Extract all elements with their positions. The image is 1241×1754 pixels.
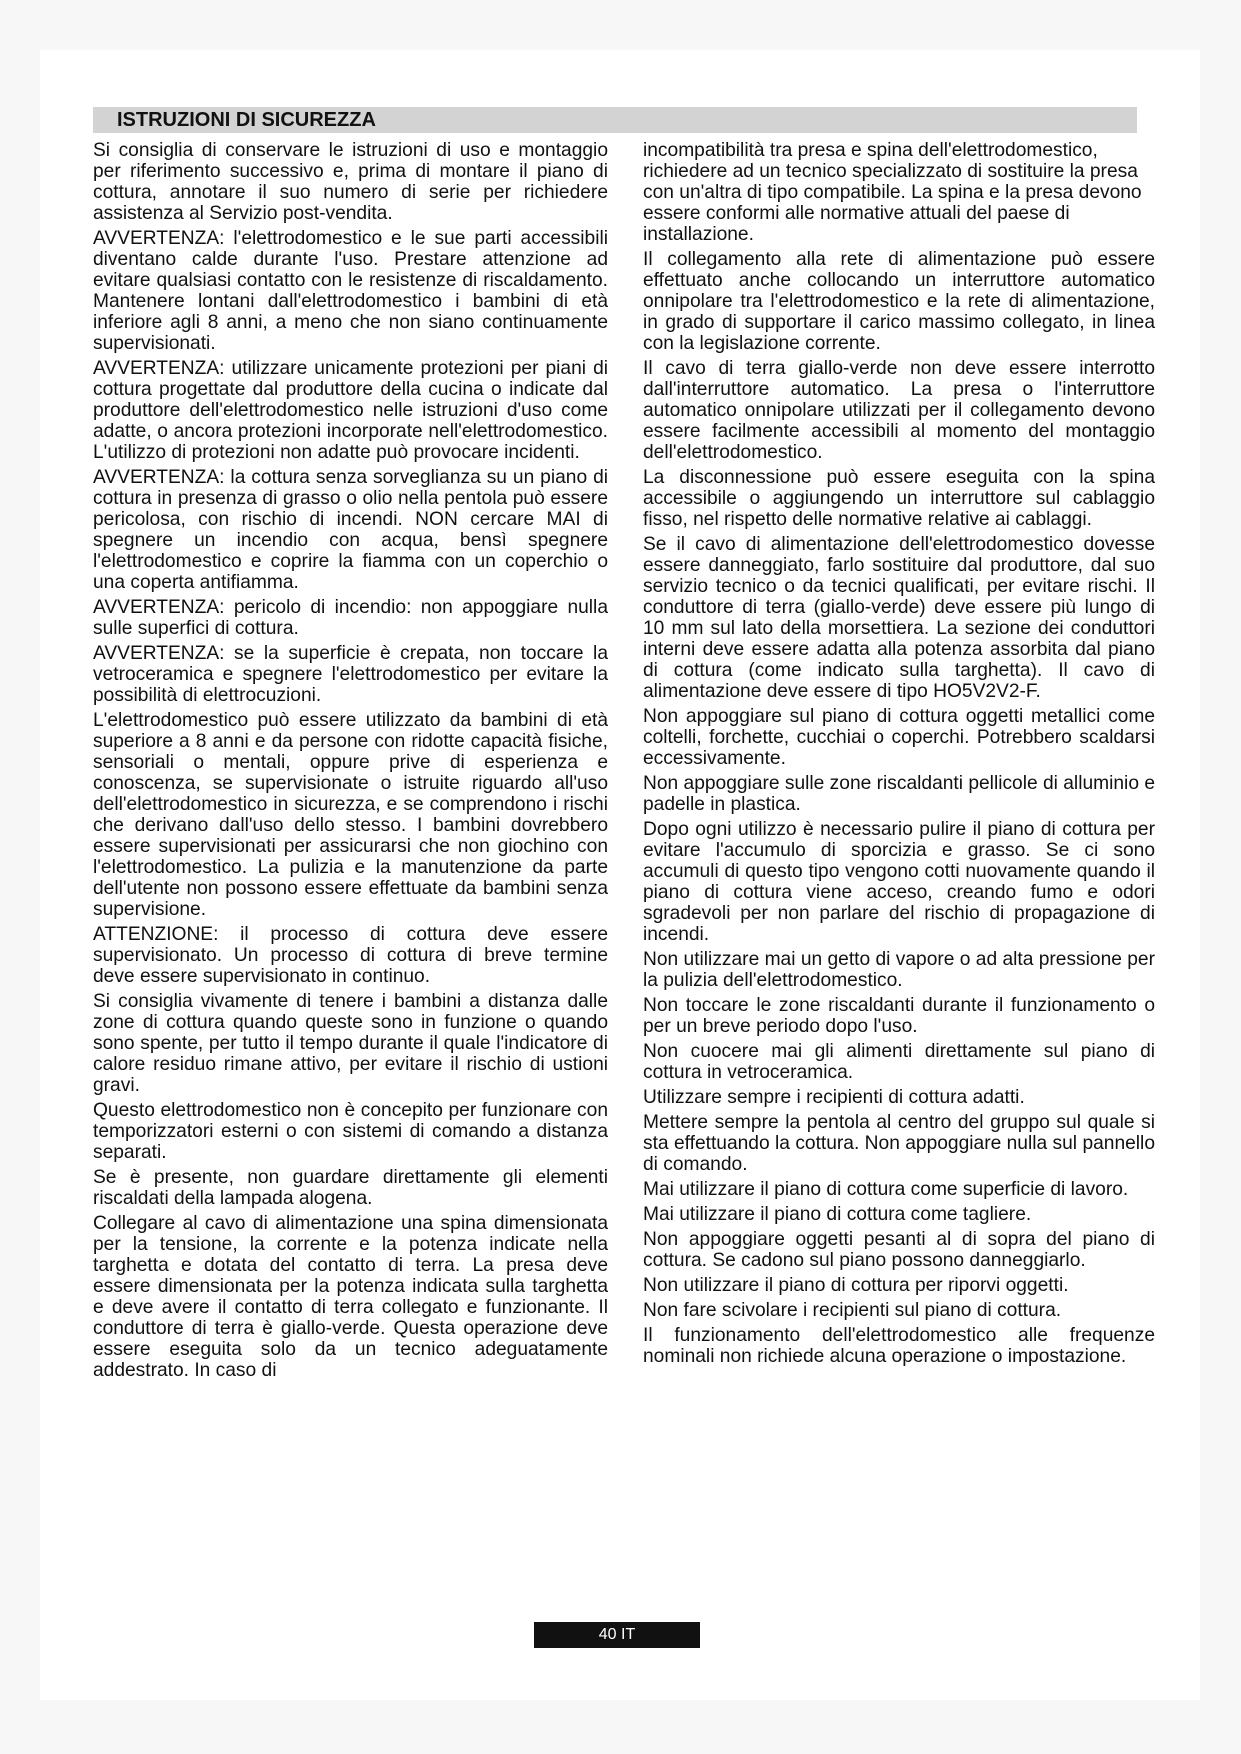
paragraph: incompatibilità tra presa e spina dell'elettrodomestico, richiedere ad un tecnico specializzato di sostituire la presa con un'altra di tipo compatibile. La spina e la presa devono essere conformi alle normative attuali del paese di installazione.	[643, 140, 1142, 245]
paragraph: Utilizzare sempre i recipienti di cottura adatti.	[643, 1087, 1025, 1108]
paragraph: ATTENZIONE: il processo di cottura deve essere supervisionato. Un processo di cottura di breve termine deve essere supervisionato in continuo.	[93, 924, 608, 987]
paragraph: Non appoggiare oggetti pesanti al di sopra del piano di cottura. Se cadono sul piano possono danneggiarlo.	[643, 1229, 1155, 1271]
paragraph: Si consiglia vivamente di tenere i bambini a distanza dalle zone di cottura quando queste sono in funzione o quando sono spente, per tutto il tempo durante il quale l'indicatore di calore residuo rimane attivo, per evitare il rischio di ustioni gravi.	[93, 991, 608, 1096]
page-number: 40 IT	[534, 1622, 700, 1648]
paragraph: Non cuocere mai gli alimenti direttamente sul piano di cottura in vetroceramica.	[643, 1041, 1155, 1083]
paragraph: Non utilizzare il piano di cottura per riporvi oggetti.	[643, 1275, 1069, 1296]
paragraph: Non appoggiare sul piano di cottura oggetti metallici come coltelli, forchette, cucchiai o coperchi. Potrebbero scaldarsi eccessivamente.	[643, 706, 1155, 769]
section-title: ISTRUZIONI DI SICUREZZA	[117, 109, 376, 131]
paragraph: Il cavo di terra giallo-verde non deve essere interrotto dall'interruttore automatico. La presa o l'interruttore automatico onnipolare utilizzati per il collegamento devono essere facilmente accessibili al momento del montaggio dell'elettrodomestico.	[643, 358, 1155, 463]
paragraph: Il funzionamento dell'elettrodomestico alle frequenze nominali non richiede alcuna operazione o impostazione.	[643, 1325, 1155, 1367]
paragraph: L'elettrodomestico può essere utilizzato da bambini di età superiore a 8 anni e da persone con ridotte capacità fisiche, sensoriali o mentali, oppure prive di esperienza e conoscenza, se supervisionate o istruite riguardo all'uso dell'elettrodomestico in sicurezza, e se comprendono i rischi che derivano dall'uso dello stesso. I bambini dovrebbero essere supervisionati per assicurarsi che non giochino con l'elettrodomestico. La pulizia e la manutenzione da parte dell'utente non possono essere effettuate da bambini senza supervisione.	[93, 710, 608, 920]
paragraph: AVVERTENZA: se la superficie è crepata, non toccare la vetroceramica e spegnere l'elettrodomestico per evitare la possibilità di elettrocuzioni.	[93, 643, 608, 706]
paragraph: Dopo ogni utilizzo è necessario pulire il piano di cottura per evitare l'accumulo di sporcizia e grasso. Se ci sono accumuli di questo tipo vengono cotti nuovamente quando il piano di cottura viene acceso, creando fumo e odori sgradevoli per non parlare del rischio di propagazione di incendi.	[643, 819, 1155, 945]
paragraph: Si consiglia di conservare le istruzioni di uso e montaggio per riferimento successivo e, prima di montare il piano di cottura, annotare il suo numero di serie per richiedere assistenza al Servizio post-vendita.	[93, 140, 608, 224]
paragraph: Il collegamento alla rete di alimentazione può essere effettuato anche collocando un interruttore automatico onnipolare tra l'elettrodomestico e la rete di alimentazione, in grado di supportare il carico massimo collegato, in linea con la legislazione corrente.	[643, 249, 1155, 354]
paragraph: Mai utilizzare il piano di cottura come superficie di lavoro.	[643, 1179, 1129, 1200]
right-column	[643, 140, 1155, 1371]
paragraph: AVVERTENZA: l'elettrodomestico e le sue parti accessibili diventano calde durante l'uso. Prestare attenzione ad evitare qualsiasi contatto con le resistenze di riscaldamento. Mantenere lontani dall'elettrodomestico i bambini di età inferiore agli 8 anni, a meno che non siano continuamente supervisionati.	[93, 228, 608, 354]
paragraph: AVVERTENZA: pericolo di incendio: non appoggiare nulla sulle superfici di cottura.	[93, 597, 608, 639]
paragraph: AVVERTENZA: la cottura senza sorveglianza su un piano di cottura in presenza di grasso o olio nella pentola può essere pericolosa, con rischio di incendi. NON cercare MAI di spegnere un incendio con acqua, bensì spegnere l'elettrodomestico e coprire la fiamma con un coperchio o una coperta antifiamma.	[93, 467, 608, 593]
paragraph: AVVERTENZA: utilizzare unicamente protezioni per piani di cottura progettate dal produttore della cucina o indicate dal produttore dell'elettrodomestico nelle istruzioni d'uso come adatte, o ancora protezioni incorporate nell'elettrodomestico. L'utilizzo di protezioni non adatte può provocare incidenti.	[93, 358, 608, 463]
paragraph: Se è presente, non guardare direttamente gli elementi riscaldati della lampada alogena.	[93, 1167, 608, 1209]
paragraph: Mettere sempre la pentola al centro del gruppo sul quale si sta effettuando la cottura. Non appoggiare nulla sul pannello di comando.	[643, 1112, 1155, 1175]
paragraph: La disconnessione può essere eseguita con la spina accessibile o aggiungendo un interruttore sul cablaggio fisso, nel rispetto delle normative relative ai cablaggi.	[643, 467, 1155, 530]
section-header-bar	[93, 107, 1137, 133]
paragraph: Non toccare le zone riscaldanti durante il funzionamento o per un breve periodo dopo l'uso.	[643, 995, 1155, 1037]
paragraph: Questo elettrodomestico non è concepito per funzionare con temporizzatori esterni o con sistemi di comando a distanza separati.	[93, 1100, 608, 1163]
paragraph: Mai utilizzare il piano di cottura come tagliere.	[643, 1204, 1032, 1225]
paragraph: Non utilizzare mai un getto di vapore o ad alta pressione per la pulizia dell'elettrodomestico.	[643, 949, 1155, 991]
paragraph: Collegare al cavo di alimentazione una spina dimensionata per la tensione, la corrente e la potenza indicate nella targhetta e dotata del contatto di terra. La presa deve essere dimensionata per la potenza indicata sulla targhetta e deve avere il contatto di terra collegato e funzionante. Il conduttore di terra è giallo-verde. Questa operazione deve essere eseguita solo da un tecnico adeguatamente addestrato. In caso di	[93, 1213, 608, 1381]
paragraph: Non fare scivolare i recipienti sul piano di cottura.	[643, 1300, 1062, 1321]
paragraph: Non appoggiare sulle zone riscaldanti pellicole di alluminio e padelle in plastica.	[643, 773, 1155, 815]
paragraph: Se il cavo di alimentazione dell'elettrodomestico dovesse essere danneggiato, farlo sostituire dal produttore, dal suo servizio tecnico o da tecnici qualificati, per evitare rischi. Il conduttore di terra (giallo-verde) deve essere più lungo di 10 mm sul lato della morsettiera. La sezione dei conduttori interni deve essere adatta alla potenza assorbita dal piano di cottura (come indicato sulla targhetta). Il cavo di alimentazione deve essere di tipo HO5V2V2-F.	[643, 534, 1155, 702]
left-column	[93, 140, 608, 1385]
